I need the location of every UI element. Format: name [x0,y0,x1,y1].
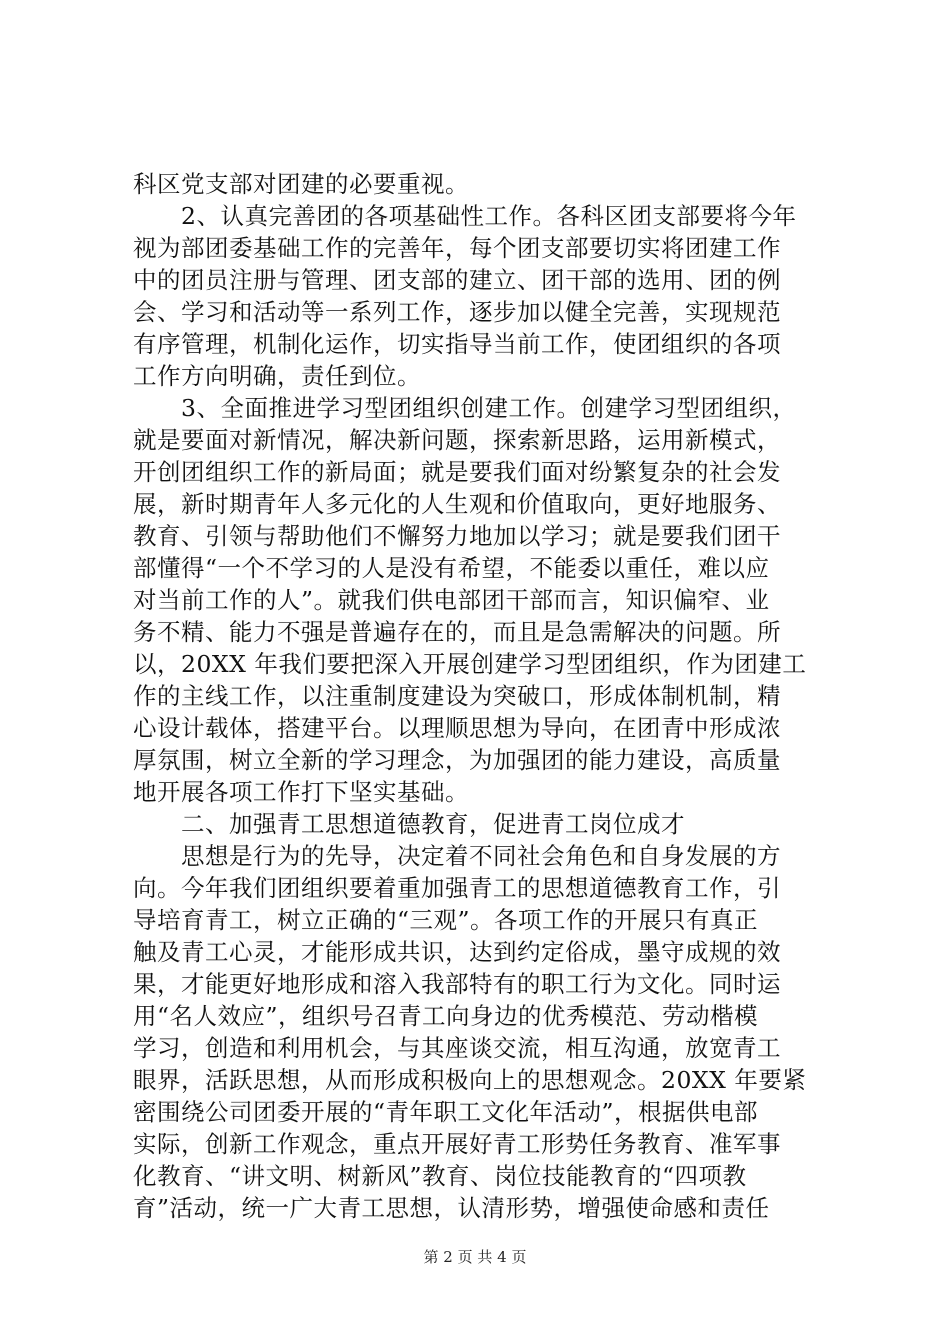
body-text-line: 导培育青工，树立正确的“三观”。各项工作的开展只有真正 [133,906,759,934]
section-heading: 二、加强青工思想道德教育，促进青工岗位成才 [133,810,685,838]
body-text-line: 果，才能更好地形成和溶入我部特有的职工行为文化。同时运 [133,970,781,998]
body-text-line: 工作方向明确，责任到位。 [133,362,421,390]
body-text-line: 向。今年我们团组织要着重加强青工的思想道德教育工作，引 [133,874,781,902]
body-text-line: 部懂得“一个不学习的人是没有希望，不能委以重任，难以应 [133,554,770,582]
body-text-line: 就是要面对新情况，解决新问题，探索新思路，运用新模式， [133,426,781,454]
body-text-line: 展，新时期青年人多元化的人生观和价值取向，更好地服务、 [133,490,781,518]
body-text-line: 教育、引领与帮助他们不懈努力地加以学习；就是要我们团干 [133,522,781,550]
body-text-line: 科区党支部对团建的必要重视。 [133,170,469,198]
body-text-line: 眼界，活跃思想，从而形成积极向上的思想观念。20XX 年要紧 [133,1066,807,1094]
body-text-line: 开创团组织工作的新局面；就是要我们面对纷繁复杂的社会发 [133,458,781,486]
body-text-line: 对当前工作的人”。就我们供电部团干部而言，知识偏窄、业 [133,586,770,614]
body-text-line: 作的主线工作，以注重制度建设为突破口，形成体制机制，精 [133,682,781,710]
body-text-line: 3、全面推进学习型团组织创建工作。创建学习型团组织， [133,394,797,422]
body-text-line: 实际，创新工作观念，重点开展好青工形势任务教育、准军事 [133,1130,781,1158]
body-text-line: 心设计载体，搭建平台。以理顺思想为导向，在团青中形成浓 [133,714,781,742]
body-text-line: 地开展各项工作打下坚实基础。 [133,778,469,806]
body-text-line: 视为部团委基础工作的完善年，每个团支部要切实将团建工作 [133,234,781,262]
body-text-line: 厚氛围，树立全新的学习理念，为加强团的能力建设，高质量 [133,746,781,774]
body-text-line: 中的团员注册与管理、团支部的建立、团干部的选用、团的例 [133,266,781,294]
body-text-line: 会、学习和活动等一系列工作，逐步加以健全完善，实现规范 [133,298,781,326]
page-number-footer: 第 2 页 共 4 页 [423,1248,527,1266]
body-text-line: 有序管理，机制化运作，切实指导当前工作，使团组织的各项 [133,330,781,358]
body-text-line: 思想是行为的先导，决定着不同社会角色和自身发展的方 [133,842,781,870]
body-text-line: 密围绕公司团委开展的“青年职工文化年活动”，根据供电部 [133,1098,759,1126]
body-text-line: 2、认真完善团的各项基础性工作。各科区团支部要将今年 [133,202,797,230]
body-text-line: 务不精、能力不强是普遍存在的，而且是急需解决的问题。所 [133,618,781,646]
body-text-line: 触及青工心灵，才能形成共识，达到约定俗成，墨守成规的效 [133,938,781,966]
body-text-line: 学习，创造和利用机会，与其座谈交流，相互沟通，放宽青工 [133,1034,781,1062]
body-text-line: 育”活动，统一广大青工思想，认清形势，增强使命感和责任 [133,1194,770,1222]
body-text-line: 用“名人效应”，组织号召青工向身边的优秀模范、劳动楷模 [133,1002,759,1030]
body-text-line: 以，20XX 年我们要把深入开展创建学习型团组织，作为团建工 [133,650,807,678]
body-text-line: 化教育、“讲文明、树新风”教育、岗位技能教育的“四项教 [133,1162,747,1190]
